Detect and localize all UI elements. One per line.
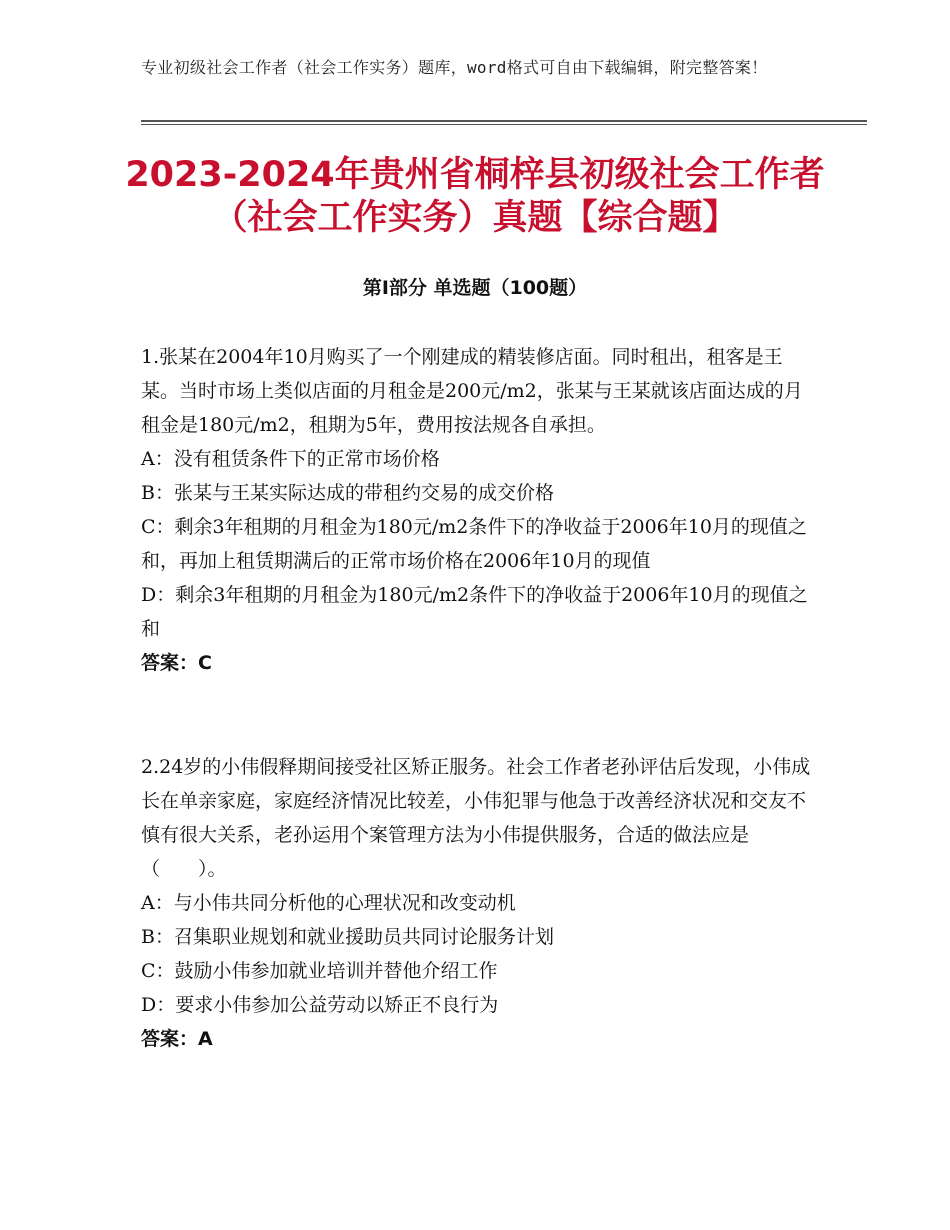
header-divider-thin xyxy=(141,124,867,125)
answer-label: 答案：A xyxy=(141,1028,213,1050)
title-line-2: （社会工作实务）真题【综合题】 xyxy=(212,198,738,238)
question-stem: 1.张某在2004年10月购买了一个刚建成的精装修店面。同时租出，租客是王某。当时市场上类似店面的月租金是200元/m2，张某与王某就该店面达成的月租金是180元/m2，租期为5年，费用按法规各自承担。 xyxy=(141,346,803,436)
option-c: C：鼓励小伟参加就业培训并替他介绍工作 xyxy=(141,960,498,982)
question-2 xyxy=(141,750,813,1056)
section-title: 第Ⅰ部分 单选题（100题） xyxy=(362,277,588,299)
question-stem: 2.24岁的小伟假释期间接受社区矫正服务。社会工作者老孙评估后发现，小伟成长在单亲家庭，家庭经济情况比较差，小伟犯罪与他急于改善经济状况和交友不慎有很大关系，老孙运用个案管理方法为小伟提供服务，合适的做法应是（ ）。 xyxy=(141,756,811,880)
answer-label: 答案：C xyxy=(141,652,212,674)
option-a: A：没有租赁条件下的正常市场价格 xyxy=(141,448,440,470)
title-line-1: 2023-2024年贵州省桐梓县初级社会工作者 xyxy=(125,155,825,195)
header-divider-thick xyxy=(141,120,867,122)
option-b: B：召集职业规划和就业援助员共同讨论服务计划 xyxy=(141,926,554,948)
question-1 xyxy=(141,340,813,680)
option-c: C：剩余3年租期的月租金为180元/m2条件下的净收益于2006年10月的现值之和，再加上租赁期满后的正常市场价格在2006年10月的现值 xyxy=(141,516,807,572)
header-note: 专业初级社会工作者（社会工作实务）题库，word格式可自由下载编辑，附完整答案！ xyxy=(141,58,768,77)
document-title xyxy=(100,154,850,240)
option-d: D：剩余3年租期的月租金为180元/m2条件下的净收益于2006年10月的现值之和 xyxy=(141,584,808,640)
option-a: A：与小伟共同分析他的心理状况和改变动机 xyxy=(141,892,516,914)
option-d: D：要求小伟参加公益劳动以矫正不良行为 xyxy=(141,994,499,1016)
option-b: B：张某与王某实际达成的带租约交易的成交价格 xyxy=(141,482,554,504)
